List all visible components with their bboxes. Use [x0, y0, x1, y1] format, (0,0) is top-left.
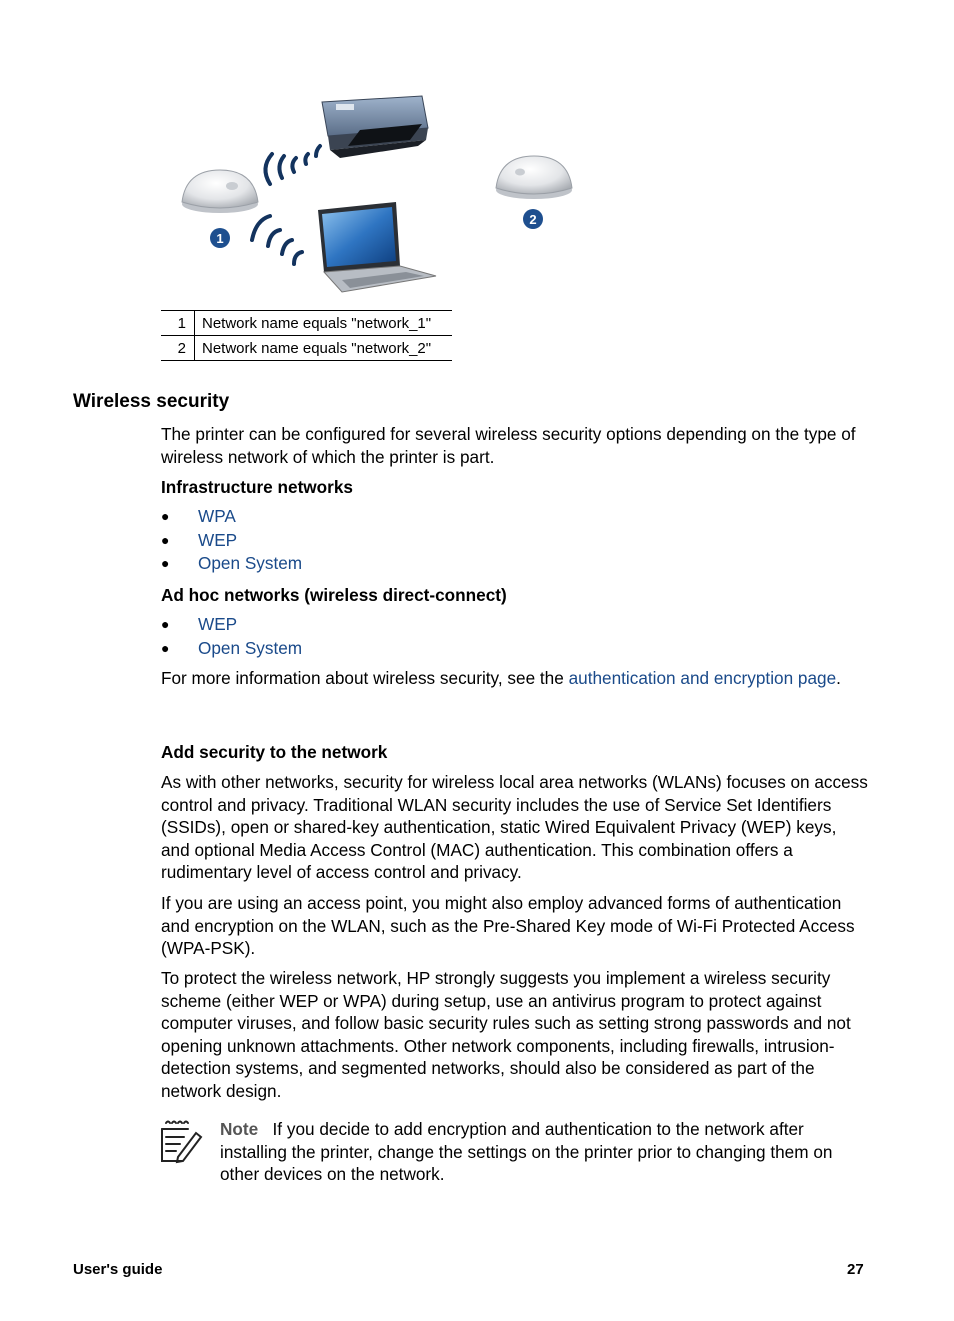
wep-link[interactable]: WEP — [198, 529, 238, 550]
note-paragraph — [220, 1118, 870, 1186]
infrastructure-list — [161, 505, 302, 576]
laptop-icon — [318, 202, 436, 292]
signal-waves-icon — [252, 216, 302, 264]
add-security-heading: Add security to the network — [161, 742, 388, 762]
section-title: Wireless security — [73, 391, 230, 412]
more-info-paragraph — [161, 667, 869, 690]
adhoc-list — [161, 613, 302, 660]
list-item — [161, 637, 302, 661]
svg-text:1: 1 — [216, 231, 224, 246]
callout-2 — [523, 209, 543, 229]
callout-1 — [210, 228, 230, 248]
adhoc-heading: Ad hoc networks (wireless direct-connect) — [161, 585, 507, 605]
wep-link[interactable]: WEP — [198, 614, 238, 634]
bullet-icon: ● — [161, 531, 170, 548]
bullet-icon: ● — [161, 508, 170, 524]
list-item — [161, 552, 302, 576]
table-row — [161, 311, 452, 336]
access-point-2-icon — [496, 156, 572, 199]
list-item — [161, 529, 302, 553]
legend-number: 1 — [161, 311, 195, 336]
legend-text: Network name equals "network_2" — [195, 336, 453, 361]
bullet-icon: ● — [161, 555, 170, 571]
access-point-1-icon — [182, 170, 258, 213]
note-icon — [158, 1119, 204, 1165]
authentication-encryption-link[interactable]: authentication and encryption page — [568, 668, 837, 688]
note-label: Note — [220, 1119, 259, 1139]
legend-number: 2 — [161, 336, 195, 361]
svg-text:2: 2 — [529, 212, 537, 227]
add-security-paragraph-2: If you are using an access point, you might also employ advanced forms of authentication and encryption on the WLAN, such as the Pre-Shared Key mode of Wi-Fi Protected Access (WPA-PSK). — [161, 893, 855, 959]
add-security-paragraph-3: To protect the wireless network, HP strongly suggests you implement a wireless security scheme (either WEP or WPA) during setup, use an antivirus program to protect against computer viruses, and follow basic security rules such as setting strong passwords and not opening unknown attachments. Other network components, including firewalls, intrusion-detection systems, and segmented networks, should also be considered as part of the network design. — [161, 968, 851, 1101]
more-info-suffix: . — [836, 668, 841, 688]
wpa-link[interactable]: WPA — [198, 506, 236, 526]
printer-icon — [322, 96, 428, 158]
table-row — [161, 336, 452, 361]
page-number: 27 — [847, 1261, 864, 1278]
network-diagram — [160, 80, 590, 300]
legend-text: Network name equals "network_1" — [195, 311, 453, 336]
figure-legend-table — [161, 310, 452, 361]
note-text: If you decide to add encryption and authentication to the network after installing the printer, change the settings on the printer prior to changing them on other devices on the network. — [220, 1119, 833, 1185]
list-item — [161, 613, 302, 637]
open-system-link[interactable]: Open System — [198, 637, 303, 658]
more-info-text: For more information about wireless security, see the — [161, 668, 569, 688]
bullet-icon: ● — [161, 639, 170, 656]
infrastructure-heading: Infrastructure networks — [161, 477, 353, 497]
add-security-paragraph-1: As with other networks, security for wireless local area networks (WLANs) focuses on access control and privacy. Traditional WLAN security includes the use of Service Set Identifiers (SSIDs), open or shared-key authentication, static Wired Equivalent Privacy (WEP) keys, and optional Media Access Control (MAC) authentication. This combination offers a rudimentary level of access control and privacy. — [161, 772, 868, 883]
open-system-link[interactable]: Open System — [198, 553, 303, 573]
bullet-icon: ● — [161, 616, 170, 632]
signal-waves-icon — [265, 146, 320, 184]
footer-title: User's guide — [73, 1261, 163, 1278]
intro-paragraph: The printer can be configured for several wireless security options depending on the type of wireless network of which the printer is part. — [161, 424, 856, 467]
list-item — [161, 505, 302, 529]
